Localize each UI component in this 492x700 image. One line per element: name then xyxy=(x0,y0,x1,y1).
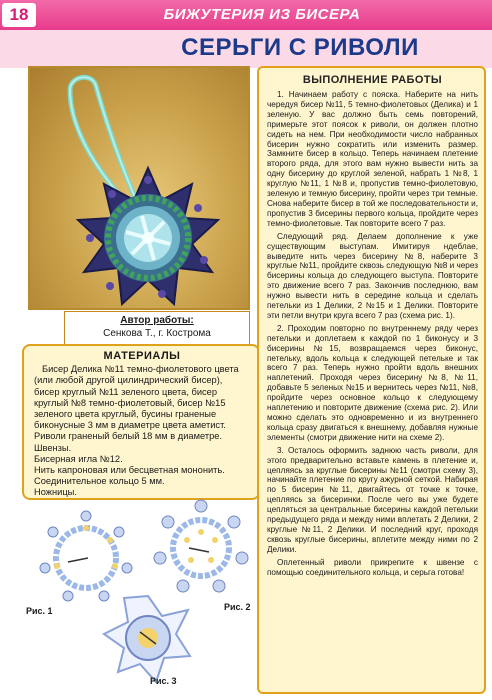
section-title: БИЖУТЕРИЯ ИЗ БИСЕРА xyxy=(163,6,361,23)
instructions-paragraph: 1. Начинаем работу с пояска. Наберите на нить чередуя бисер №11, 5 темно-фиолетовых (Делика) и 1 зеленую. У вас должно быть семь повторений, примерьте этот поясок к риволи, он должен плотно сидеть на нем. При необходимости число набранных бисерин нужно сократить или изменить размер. Замкните бисер в кольцо. Теперь начинаем плетение второго ряда, для этого вам нужно вывести нить за одну бисерину до круглой зеленой, набрать 1 №8, 1 круглую №11, 1 №8 и, пропустив темно-фиолетовую, зеленую и темную бисерину, пройти через три темные. Снова наберите бисер в той же последовательности и, пропустив 3 бисерины первого кольца, пройдите через темно-фиолетовые. Так повторите всего 7 раз. xyxy=(267,90,478,228)
author-name: Сенкова Т., г. Кострома xyxy=(103,328,211,339)
page-title: СЕРЬГИ С РИВОЛИ xyxy=(181,34,419,61)
materials-item: Нить капроновая или бесцветная мононить. xyxy=(34,465,225,476)
materials-text: Бисер Делика №11 темно-фиолетового цвета (или любой другой цилиндрический бисер), бисер круглый №11 зеленого цвета, бисер круглый №8 темно-фиолетовый, бисер №15 зеленого цвета круглый, бусины граненые биконусные 3 мм в диаметре цвета аметист. xyxy=(34,364,239,431)
instructions-paragraph: Оплетенный риволи прикрепите к швензе с помощью соединительного кольца, и серьга готова! xyxy=(267,557,478,577)
figure-1-label: Рис. 1 xyxy=(26,606,53,616)
figure-3-label: Рис. 3 xyxy=(150,676,177,686)
materials-item: Ножницы. xyxy=(34,487,77,498)
instructions-paragraph: Следующий ряд. Делаем дополнение к уже существующим выступам. Имитируя ндеблае, выведите нить через бисерину №8, наберите 3 круглые №11, пройдите сквозь следующую №8 и через бисерины кольца до следующего выступа. Повторите это движение всего 7 раз. Закончив последнюю, вам нужно вывести нить в середине кольца и сделать петельки из 1 Делики, 2 №15 и 1 Делики. Повторите эти петли внутри круга всего 7 раз (схема рис. 1). xyxy=(267,231,478,320)
instructions-paragraph: 3. Осталось оформить заднюю часть риволи, для этого предварительно вставьте камень в плетение и, цепляясь за круглые бисерины №11 (смотри схему 3), начинайте плетение по кругу ажурной сеткой. Набирая по 5 бисерин №11, двигайтесь от точке к точке, цепляясь за бисеринки. После чего вы уже будете цепляться за центральные бисерины каждой петельки предыдущего ряда и между ними вплетать 2 Делики, 2 круглые №11, 2 Делики. И последний круг, проходя сквозь круглые бисерины, вплетите между ними по 2 Делики. xyxy=(267,445,478,554)
instructions-panel xyxy=(257,66,486,694)
figure-3-diagram xyxy=(92,588,204,688)
section-header xyxy=(0,0,492,30)
author-box xyxy=(64,311,250,347)
instructions-heading: ВЫПОЛНЕНИЕ РАБОТЫ xyxy=(302,74,443,86)
figure-2-diagram xyxy=(146,496,256,600)
materials-item: Швензы. xyxy=(34,442,72,453)
instructions-paragraph: 2. Проходим повторно по внутреннему ряду через петельки и доплетаем к каждой по 1 биконусу и 3 бисерины №15, возвращаемся через биконус, петельку, вдоль кольца к следующей петельке и так всего 7 раз. Теперь нужно пройти вдоль внешних наплетений. Проходя через бисерину №8, №11, добавьте 5 зеленых №15 и вернитесь через №11, №8, пройдите через основное кольцо к следующему наплетению и повторите движение (схема рис. 2). Или можно сделать это одновременно и из внутреннего кольца сразу двигаться к внешнему, добавляя нужные элементы (смотри движение нити на схеме 2). xyxy=(267,323,478,442)
materials-item: Риволи граненый белый 18 мм в диаметре. xyxy=(34,431,223,442)
materials-box xyxy=(22,344,260,500)
materials-heading: МАТЕРИАЛЫ xyxy=(103,350,181,362)
earring-illustration xyxy=(30,68,250,310)
figure-2-label: Рис. 2 xyxy=(224,602,251,612)
materials-item: Бисерная игла №12. xyxy=(34,453,123,464)
page-number: 18 xyxy=(2,3,36,27)
earring-photo xyxy=(28,66,250,310)
author-label: Автор работы: xyxy=(120,315,194,326)
materials-item: Соединительное кольцо 5 мм. xyxy=(34,476,165,487)
